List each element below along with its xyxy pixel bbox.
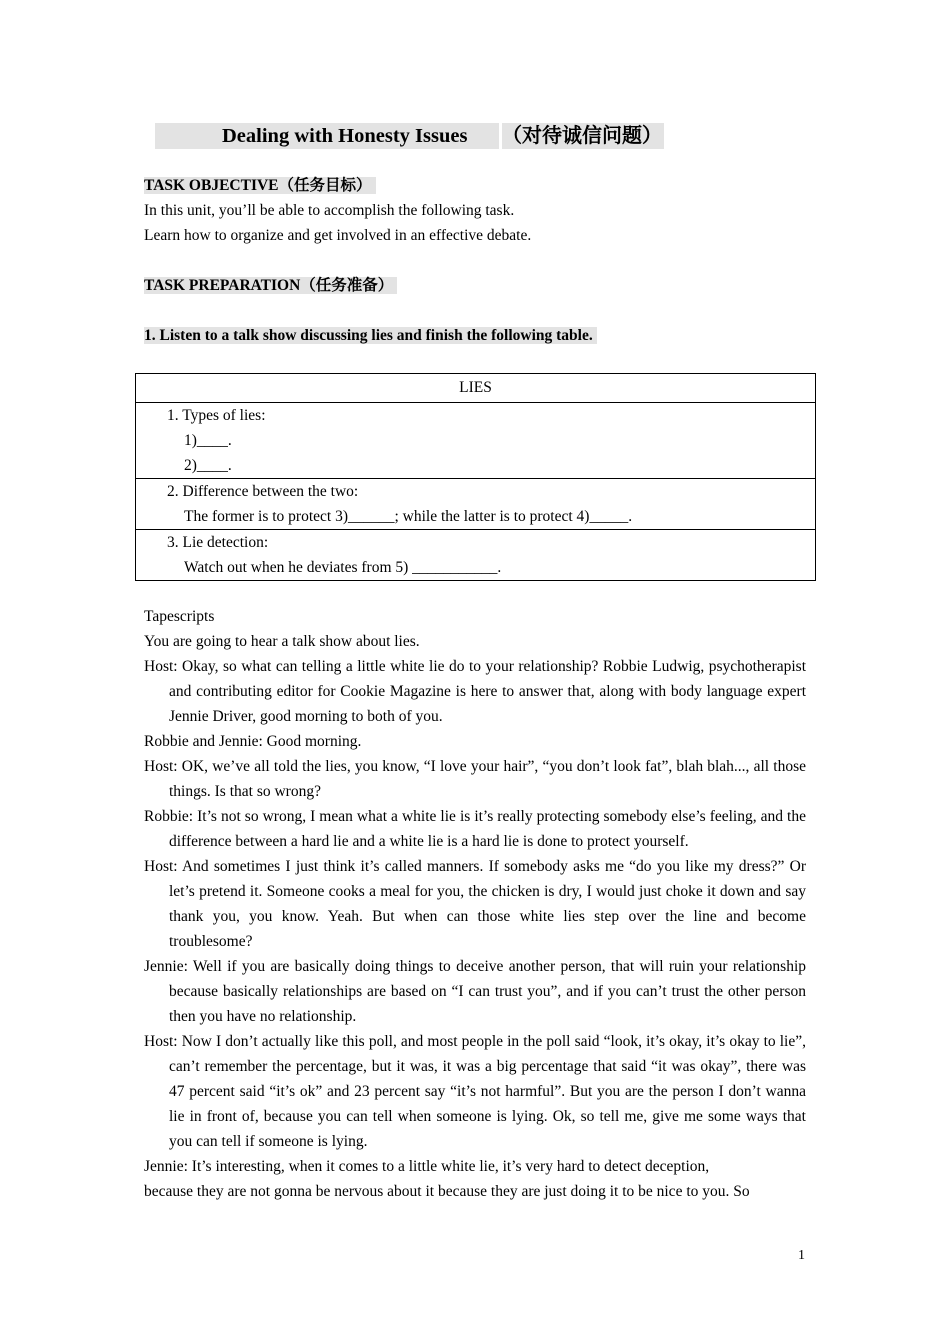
objective-line-2: Learn how to organize and get involved in an effective debate. <box>144 227 532 244</box>
tapescripts-heading: Tapescripts <box>144 608 215 625</box>
types-of-lies-cell <box>136 403 816 479</box>
dialogue-line: Jennie: It’s interesting, when it comes to a little white lie, it’s very hard to detect deception, <box>144 1158 710 1175</box>
dialogue-line: because they are not gonna be nervous about it because they are just doing it to be nice to you. So <box>144 1183 750 1200</box>
page-number: 1 <box>798 1248 805 1263</box>
table-row-label: 2. Difference between the two: <box>167 483 359 500</box>
table-row-label: 3. Lie detection: <box>167 534 269 551</box>
dialogue-line: Host: Okay, so what can telling a little white lie do to your relationship? Robbie Ludwig, psychotherapist and contributing editor for Cookie Magazine is here to answer that, along with body language expert Jennie Driver, good morning to both of you. <box>144 658 806 725</box>
dialogue-line: Jennie: Well if you are basically doing things to deceive another person, that will ruin your relationship because basically relationships are based on “I can trust you”, and if you can’t trust the other person then you have no relationship. <box>144 958 806 1025</box>
blanks-3-4: The former is to protect 3)______; while the latter is to protect 4)_____. <box>184 508 633 525</box>
objective-line-1: In this unit, you’ll be able to accomplish the following task. <box>144 202 515 219</box>
tapescripts-intro: You are going to hear a talk show about lies. <box>144 633 420 650</box>
blank-2: 2)____. <box>184 457 232 474</box>
difference-cell <box>136 479 816 530</box>
listening-instruction: 1. Listen to a talk show discussing lies and finish the following table. <box>144 326 597 346</box>
lie-detection-cell <box>136 530 816 581</box>
blank-5: Watch out when he deviates from 5) ___________. <box>184 559 502 576</box>
lies-table <box>135 373 816 581</box>
document-title <box>155 122 664 150</box>
dialogue-line: Host: And sometimes I just think it’s called manners. If somebody asks me “do you like my dress?” Or let’s pretend it. Someone cooks a meal for you, the chicken is dry, I would just choke it down and say thank you, you know. Yeah. But when can those white lies step over the line and become troublesome? <box>144 858 806 950</box>
table-row-label: 1. Types of lies: <box>167 407 266 424</box>
lies-table-header: LIES <box>136 374 816 403</box>
dialogue-line: Robbie: It’s not so wrong, I mean what a white lie is it’s really protecting somebody else’s feeling, and the difference between a hard lie and a white lie is a hard lie is done to protect yourself. <box>144 808 806 850</box>
task-preparation-heading: TASK PREPARATION（任务准备） <box>144 276 397 296</box>
blank-1: 1)____. <box>184 432 232 449</box>
dialogue-line: Host: Now I don’t actually like this poll, and most people in the poll said “look, it’s okay, it’s okay to lie”, can’t remember the percentage, but it was, it was a big percentage that said “it was okay”, there was 47 percent said “it’s ok” and 23 percent say “it’s not harmful”. But you are the person I don’t wanna lie in front of, because you can tell when someone is lying. Ok, so tell me, give me some ways that you can tell if someone is lying. <box>144 1033 806 1150</box>
task-objective-heading: TASK OBJECTIVE（任务目标） <box>144 176 376 196</box>
title-english: Dealing with Honesty Issues <box>155 123 499 149</box>
title-chinese: （对待诚信问题） <box>502 125 662 147</box>
tapescripts-section <box>144 604 806 1204</box>
dialogue-line: Robbie and Jennie: Good morning. <box>144 733 362 750</box>
dialogue-line: Host: OK, we’ve all told the lies, you know, “I love your hair”, “you don’t look fat”, blah blah..., all those things. Is that so wrong? <box>144 758 806 800</box>
